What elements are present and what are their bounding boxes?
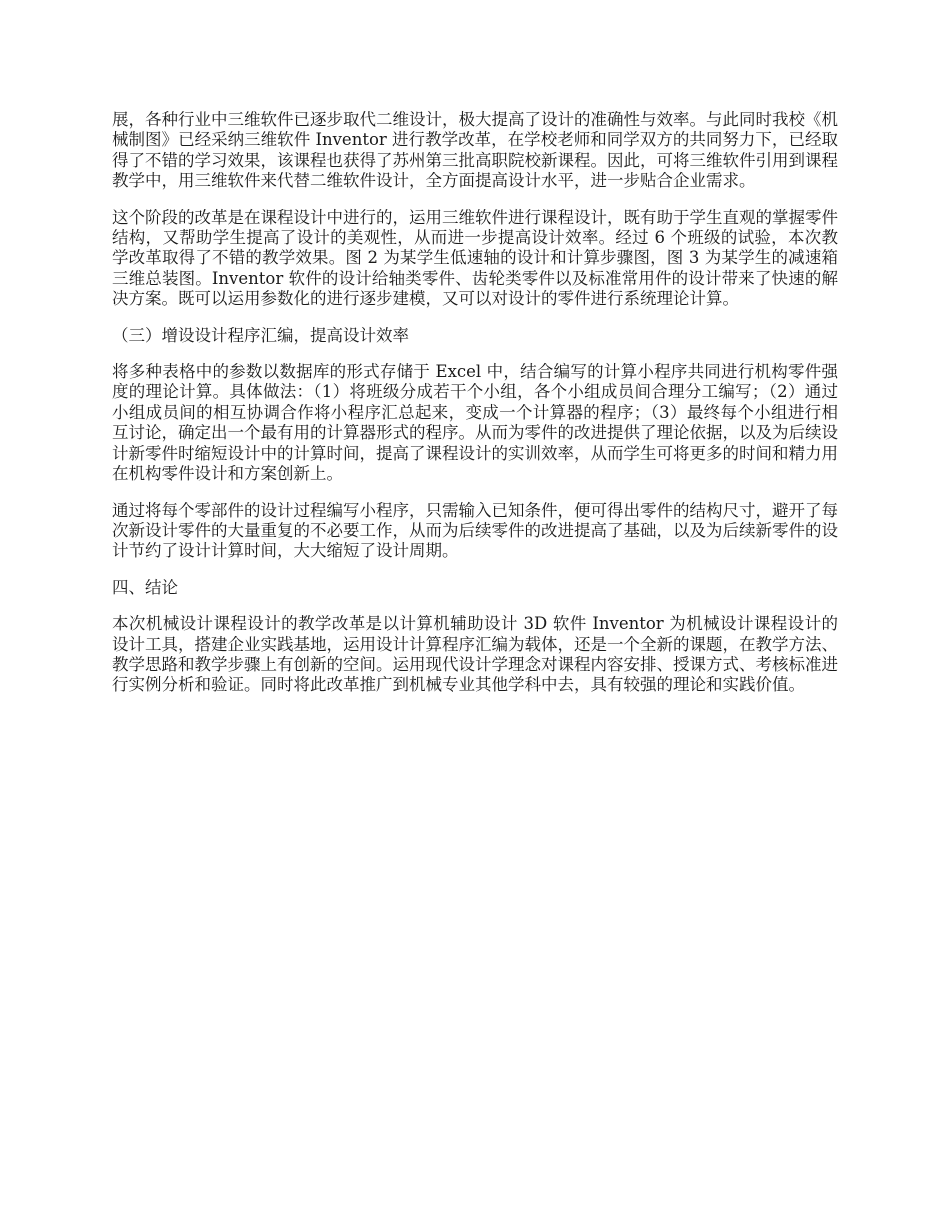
body-paragraph-1: 展，各种行业中三维软件已逐步取代二维设计，极大提高了设计的准确性与效率。与此同时我校《机械制图》已经采纳三维软件 Inventor 进行教学改革，在学校老师和同学双方的共同努力下，已经取得了不错的学习效果，该课程也获得了苏州第三批高职院校新课程。因此，可将三维软件引用到课程教学中，用三维软件来代替二维软件设计，全方面提高设计水平，进一步贴合企业需求。 bbox=[112, 110, 838, 191]
section-heading-conclusion: 四、结论 bbox=[112, 577, 178, 597]
section-heading-design-program: （三）增设设计程序汇编，提高设计效率 bbox=[112, 325, 409, 345]
body-paragraph-5: 本次机械设计课程设计的教学改革是以计算机辅助设计 3D 软件 Inventor 为机械设计课程设计的设计工具，搭建企业实践基地，运用设计计算程序汇编为载体，还是一个全新的课题，在教学方法、教学思路和教学步骤上有创新的空间。运用现代设计学理念对课程内容安排、授课方式、考核标准进行实例分析和验证。同时将此改革推广到机械专业其他学科中去，具有较强的理论和实践价值。 bbox=[112, 614, 838, 695]
body-paragraph-4: 通过将每个零部件的设计过程编写小程序，只需输入已知条件，便可得出零件的结构尺寸，避开了每次新设计零件的大量重复的不必要工作，从而为后续零件的改进提高了基础，以及为后续新零件的设计节约了设计计算时间，大大缩短了设计周期。 bbox=[112, 500, 838, 561]
document-page bbox=[112, 110, 838, 712]
body-paragraph-3: 将多种表格中的参数以数据库的形式存储于 Excel 中，结合编写的计算小程序共同进行机构零件强度的理论计算。具体做法：（1）将班级分成若干个小组，各个小组成员间合理分工编写；（2）通过小组成员间的相互协调合作将小程序汇总起来，变成一个计算器的程序；（3）最终每个小组进行相互讨论，确定出一个最有用的计算器形式的程序。从而为零件的改进提供了理论依据，以及为后续设计新零件时缩短设计中的计算时间，提高了课程设计的实训效率，从而学生可将更多的时间和精力用在机构零件设计和方案创新上。 bbox=[112, 362, 838, 484]
body-paragraph-2: 这个阶段的改革是在课程设计中进行的，运用三维软件进行课程设计，既有助于学生直观的掌握零件结构，又帮助学生提高了设计的美观性，从而进一步提高设计效率。经过 6 个班级的试验，本次教学改革取得了不错的教学效果。图 2 为某学生低速轴的设计和计算步骤图，图 3 为某学生的减速箱三维总装图。Inventor 软件的设计给轴类零件、齿轮类零件以及标准常用件的设计带来了快速的解决方案。既可以运用参数化的进行逐步建模，又可以对设计的零件进行系统理论计算。 bbox=[112, 207, 838, 309]
